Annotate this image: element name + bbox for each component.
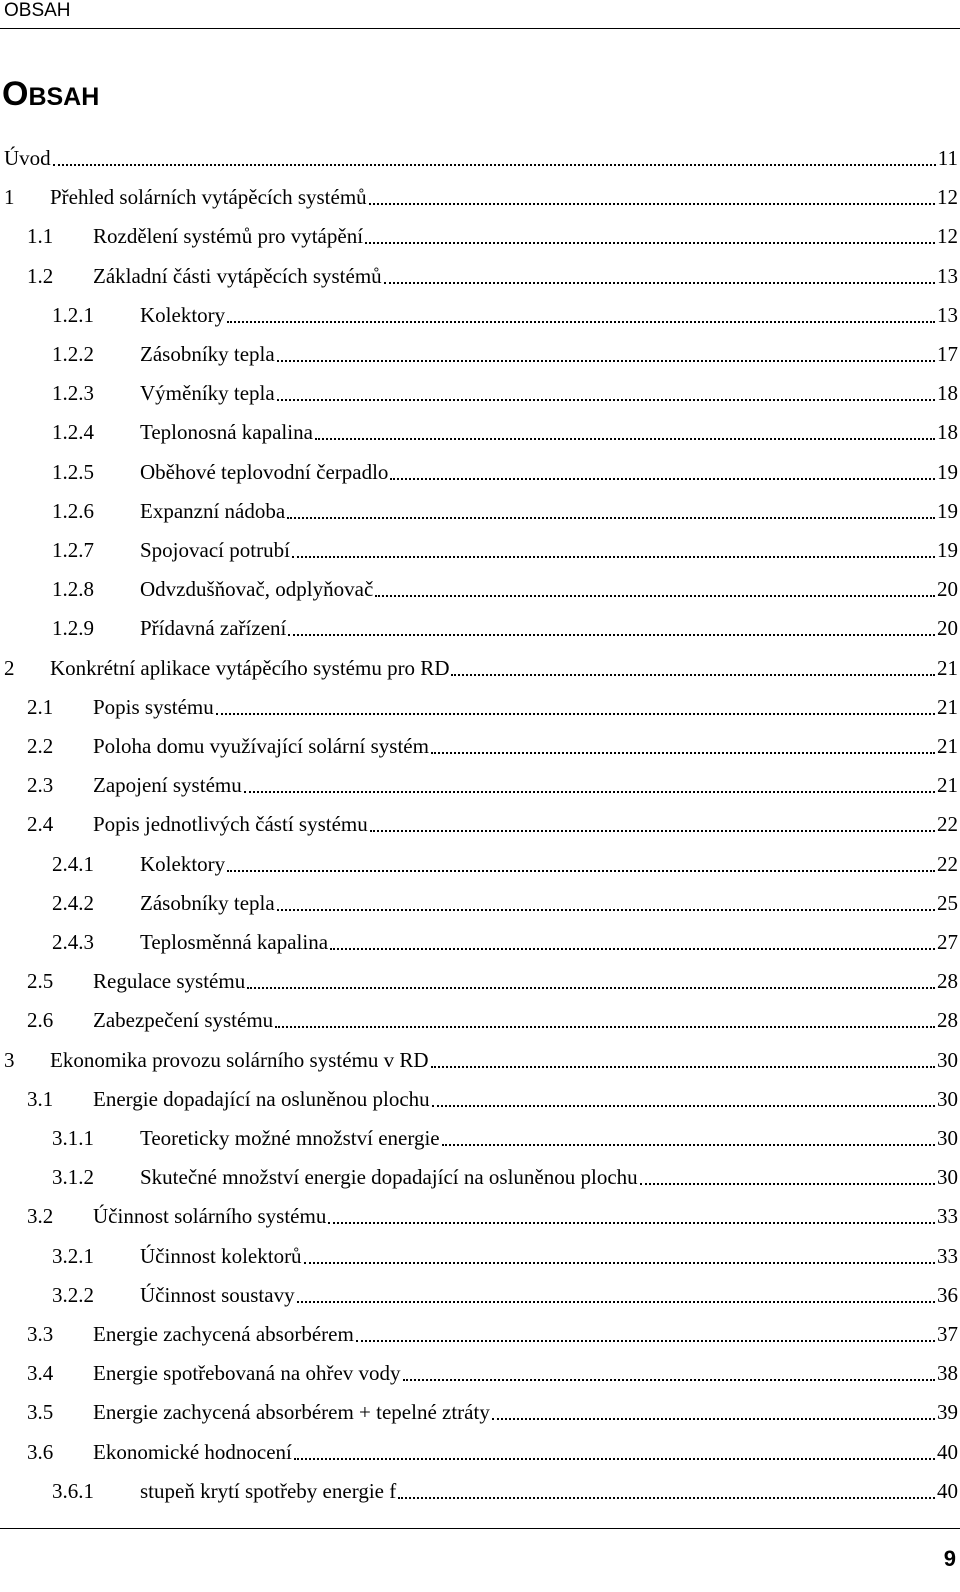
toc-dot-leader — [492, 1392, 935, 1432]
running-header: OBSAH — [4, 0, 71, 21]
toc-dot-leader — [375, 569, 935, 609]
toc-entry-title: Energie zachycená absorbérem — [93, 1322, 354, 1346]
page-title-rest: BSAH — [28, 83, 100, 111]
toc-entry[interactable] — [0, 922, 958, 962]
toc-entry[interactable] — [0, 491, 958, 531]
toc-entry-number: 3.4 — [27, 1361, 54, 1386]
toc-entry-number: 2.6 — [27, 1008, 54, 1033]
toc-dot-leader — [328, 1196, 935, 1236]
page-title-initial: O — [2, 75, 29, 113]
toc-entry-title: Energie spotřebovaná na ohřev vody — [93, 1361, 401, 1386]
toc-entry[interactable] — [0, 726, 958, 766]
toc-entry[interactable] — [0, 295, 958, 335]
toc-entry[interactable] — [0, 216, 958, 256]
toc-entry-page: 25 — [937, 890, 958, 915]
toc-entry[interactable] — [0, 883, 958, 923]
toc-entry-number: 3 — [4, 1047, 15, 1072]
page-number: 9 — [943, 1546, 956, 1571]
toc-entry-title: Skutečné množství energie dopadající na osluněnou plochu — [140, 1165, 638, 1190]
toc-entry[interactable] — [0, 256, 958, 296]
toc-entry-number: 1.2.9 — [52, 616, 94, 641]
page-title — [2, 74, 99, 117]
toc-dot-leader — [277, 334, 935, 374]
toc-dot-leader — [403, 1353, 935, 1393]
toc-entry-number: 3.2 — [27, 1204, 54, 1229]
toc-entry-page: 38 — [937, 1361, 958, 1386]
toc-entry-title: Energie dopadající na osluněnou plochu — [93, 1086, 430, 1111]
toc-entry-number: 2.4.3 — [52, 930, 94, 954]
toc-entry[interactable] — [0, 765, 958, 805]
toc-entry[interactable] — [0, 138, 958, 178]
toc-entry-title: Kolektory — [140, 302, 226, 327]
toc-entry-number: 3.5 — [27, 1400, 54, 1425]
toc-entry[interactable] — [0, 1118, 958, 1158]
toc-dot-leader — [244, 765, 935, 805]
toc-entry-number: 3.2.1 — [52, 1243, 94, 1268]
toc-entry-number: 2.5 — [27, 969, 54, 994]
toc-entry[interactable] — [0, 1000, 958, 1040]
toc-entry-title: Odvzdušňovač, odplyňovač — [140, 577, 374, 602]
toc-entry[interactable] — [0, 452, 958, 492]
toc-entry-number: 1.2 — [27, 263, 54, 288]
toc-entry-title: Poloha domu využívající solární systém — [93, 734, 429, 758]
toc-entry[interactable] — [0, 804, 958, 844]
toc-entry-page: 30 — [937, 1126, 958, 1150]
toc-entry-title: Zabezpečení systému — [93, 1008, 274, 1033]
toc-entry-title: Kolektory — [140, 851, 226, 876]
toc-entry[interactable] — [0, 608, 958, 648]
toc-dot-leader — [390, 452, 935, 492]
toc-entry-title: Základní části vytápěcích systémů — [93, 263, 382, 288]
toc-entry-page: 18 — [937, 381, 958, 406]
toc-dot-leader — [53, 138, 936, 178]
toc-entry-title: Výměníky tepla — [140, 381, 275, 406]
toc-entry[interactable] — [0, 412, 958, 452]
toc-dot-leader — [640, 1157, 935, 1197]
toc-entry-page: 20 — [937, 577, 958, 602]
toc-entry-number: 1.1 — [27, 224, 54, 249]
toc-entry-number: 3.1.1 — [52, 1126, 94, 1150]
toc-dot-leader — [356, 1314, 935, 1354]
toc-entry-page: 12 — [937, 185, 958, 210]
toc-entry-page: 20 — [937, 616, 958, 641]
toc-entry[interactable] — [0, 1196, 958, 1236]
toc-dot-leader — [398, 1471, 935, 1511]
toc-entry-number: 1.2.7 — [52, 538, 94, 562]
toc-entry-title: Expanzní nádoba — [140, 498, 286, 523]
toc-entry-page: 40 — [937, 1478, 958, 1503]
toc-entry-title: Energie zachycená absorbérem + tepelné ztráty — [93, 1400, 490, 1425]
toc-entry-title: Účinnost soustavy — [140, 1282, 295, 1307]
toc-entry-title: Zásobníky tepla — [140, 342, 275, 366]
toc-entry-page: 28 — [937, 1008, 958, 1033]
toc-entry-title: stupeň krytí spotřeby energie f — [140, 1478, 397, 1503]
toc-dot-leader — [216, 687, 935, 727]
toc-dot-leader — [292, 530, 935, 570]
toc-entry-title: Účinnost solárního systému — [93, 1204, 327, 1229]
toc-dot-leader — [287, 491, 935, 531]
toc-entry-page: 36 — [937, 1282, 958, 1307]
toc-dot-leader — [431, 1040, 935, 1080]
toc-entry-page: 40 — [937, 1439, 958, 1464]
toc-entry-page: 13 — [937, 302, 958, 327]
toc-entry-title: Rozdělení systémů pro vytápění — [93, 224, 364, 249]
toc-entry[interactable] — [0, 569, 958, 609]
toc-entry[interactable] — [0, 177, 958, 217]
toc-dot-leader — [451, 648, 935, 688]
toc-dot-leader — [315, 412, 935, 452]
toc-dot-leader — [431, 726, 935, 766]
toc-dot-leader — [365, 216, 935, 256]
toc-entry-page: 33 — [937, 1243, 958, 1268]
toc-entry-page: 28 — [937, 969, 958, 994]
toc-entry-number: 3.2.2 — [52, 1282, 94, 1307]
toc-entry[interactable] — [0, 530, 958, 570]
toc-entry-title: Zapojení systému — [93, 773, 242, 798]
toc-entry[interactable] — [0, 334, 958, 374]
toc-dot-leader — [384, 256, 935, 296]
toc-entry-number: 2 — [4, 655, 15, 680]
toc-entry-title: Teplonosná kapalina — [140, 420, 313, 445]
toc-entry-page: 12 — [937, 224, 958, 249]
toc-dot-leader — [247, 961, 935, 1001]
toc-entry[interactable] — [0, 844, 958, 884]
toc-entry-number: 3.6 — [27, 1439, 54, 1464]
toc-entry-page: 13 — [937, 263, 958, 288]
toc-entry-number: 2.1 — [27, 694, 54, 719]
toc-dot-leader — [370, 804, 935, 844]
toc-entry-title: Popis jednotlivých částí systému — [93, 812, 368, 837]
toc-entry[interactable] — [0, 648, 958, 688]
header-rule — [0, 28, 960, 29]
toc-entry-page: 27 — [937, 930, 958, 954]
toc-entry-page: 30 — [937, 1086, 958, 1111]
toc-entry-title: Přehled solárních vytápěcích systémů — [50, 185, 367, 210]
toc-entry-page: 19 — [937, 498, 958, 523]
toc-entry-page: 19 — [937, 459, 958, 484]
toc-entry-number: 1.2.1 — [52, 302, 94, 327]
toc-entry-title: Regulace systému — [93, 969, 246, 994]
toc-entry-title: Zásobníky tepla — [140, 890, 275, 915]
toc-entry-number: 2.4.1 — [52, 851, 94, 876]
toc-entry-number: 3.6.1 — [52, 1478, 94, 1503]
toc-dot-leader — [294, 1432, 935, 1472]
toc-entry-number: 3.1 — [27, 1086, 54, 1111]
toc-entry-title: Teplosměnná kapalina — [140, 930, 329, 954]
toc-entry-page: 18 — [937, 420, 958, 445]
toc-entry-title: Konkrétní aplikace vytápěcího systému pro RD — [50, 655, 450, 680]
toc-entry-number: 3.3 — [27, 1322, 54, 1346]
toc-dot-leader — [369, 177, 935, 217]
toc-entry[interactable] — [0, 1432, 958, 1472]
toc-dot-leader — [227, 844, 935, 884]
toc-entry-title: Oběhové teplovodní čerpadlo — [140, 459, 389, 484]
toc-dot-leader — [432, 1079, 935, 1119]
toc-entry[interactable] — [0, 1314, 958, 1354]
toc-entry[interactable] — [0, 1236, 958, 1276]
toc-entry-number: 2.4 — [27, 812, 54, 837]
toc-entry-title: Popis systému — [93, 694, 214, 719]
toc-dot-leader — [275, 1000, 935, 1040]
toc-entry-page: 22 — [937, 812, 958, 837]
toc-entry[interactable] — [0, 1471, 958, 1511]
toc-entry[interactable] — [0, 1392, 958, 1432]
toc-entry-page: 11 — [937, 146, 958, 170]
toc-entry-page: 22 — [937, 851, 958, 876]
toc-entry-page: 30 — [937, 1165, 958, 1190]
toc-entry[interactable] — [0, 1157, 958, 1197]
toc-entry-page: 17 — [937, 342, 958, 366]
toc-entry-number: 2.4.2 — [52, 890, 94, 915]
toc-entry[interactable] — [0, 961, 958, 1001]
toc-entry[interactable] — [0, 687, 958, 727]
toc-entry[interactable] — [0, 1079, 958, 1119]
toc-dot-leader — [277, 373, 935, 413]
toc-dot-leader — [442, 1118, 935, 1158]
toc-dot-leader — [330, 922, 935, 962]
toc-entry[interactable] — [0, 1275, 958, 1315]
toc-entry-title: Přídavná zařízení — [140, 616, 287, 641]
toc-entry-page: 21 — [937, 734, 958, 758]
toc-entry-number: 1.2.2 — [52, 342, 94, 366]
toc-entry-number: 1.2.8 — [52, 577, 94, 602]
toc-entry-title: Účinnost kolektorů — [140, 1243, 302, 1268]
toc-entry-number: 1.2.3 — [52, 381, 94, 406]
toc-entry-number: 3.1.2 — [52, 1165, 94, 1190]
toc-entry-page: 37 — [937, 1322, 958, 1346]
toc-entry-title: Úvod — [4, 146, 51, 170]
toc-entry-title: Ekonomické hodnocení — [93, 1439, 292, 1464]
toc-entry-number: 2.2 — [27, 734, 54, 758]
toc-entry-page: 30 — [937, 1047, 958, 1072]
toc-entry-page: 21 — [937, 655, 958, 680]
toc-entry-title: Teoreticky možné množství energie — [140, 1126, 440, 1150]
toc-entry-number: 1.2.6 — [52, 498, 94, 523]
toc-entry-page: 19 — [937, 538, 958, 562]
toc-entry-page: 21 — [937, 773, 958, 798]
toc-entry-title: Spojovací potrubí — [140, 538, 290, 562]
toc-entry[interactable] — [0, 373, 958, 413]
toc-dot-leader — [277, 883, 935, 923]
toc-entry-title: Ekonomika provozu solárního systému v RD — [50, 1047, 429, 1072]
toc-entry-page: 21 — [937, 694, 958, 719]
toc-dot-leader — [297, 1275, 935, 1315]
toc-entry-number: 1.2.5 — [52, 459, 94, 484]
toc-entry-number: 1.2.4 — [52, 420, 94, 445]
toc-entry[interactable] — [0, 1040, 958, 1080]
toc-entry-number: 1 — [4, 185, 15, 210]
toc-entry[interactable] — [0, 1353, 958, 1393]
toc-dot-leader — [288, 608, 935, 648]
toc-dot-leader — [227, 295, 935, 335]
toc-entry-number: 2.3 — [27, 773, 54, 798]
toc-dot-leader — [304, 1236, 935, 1276]
toc-entry-page: 33 — [937, 1204, 958, 1229]
toc-entry-page: 39 — [937, 1400, 958, 1425]
footer-rule — [0, 1528, 960, 1529]
